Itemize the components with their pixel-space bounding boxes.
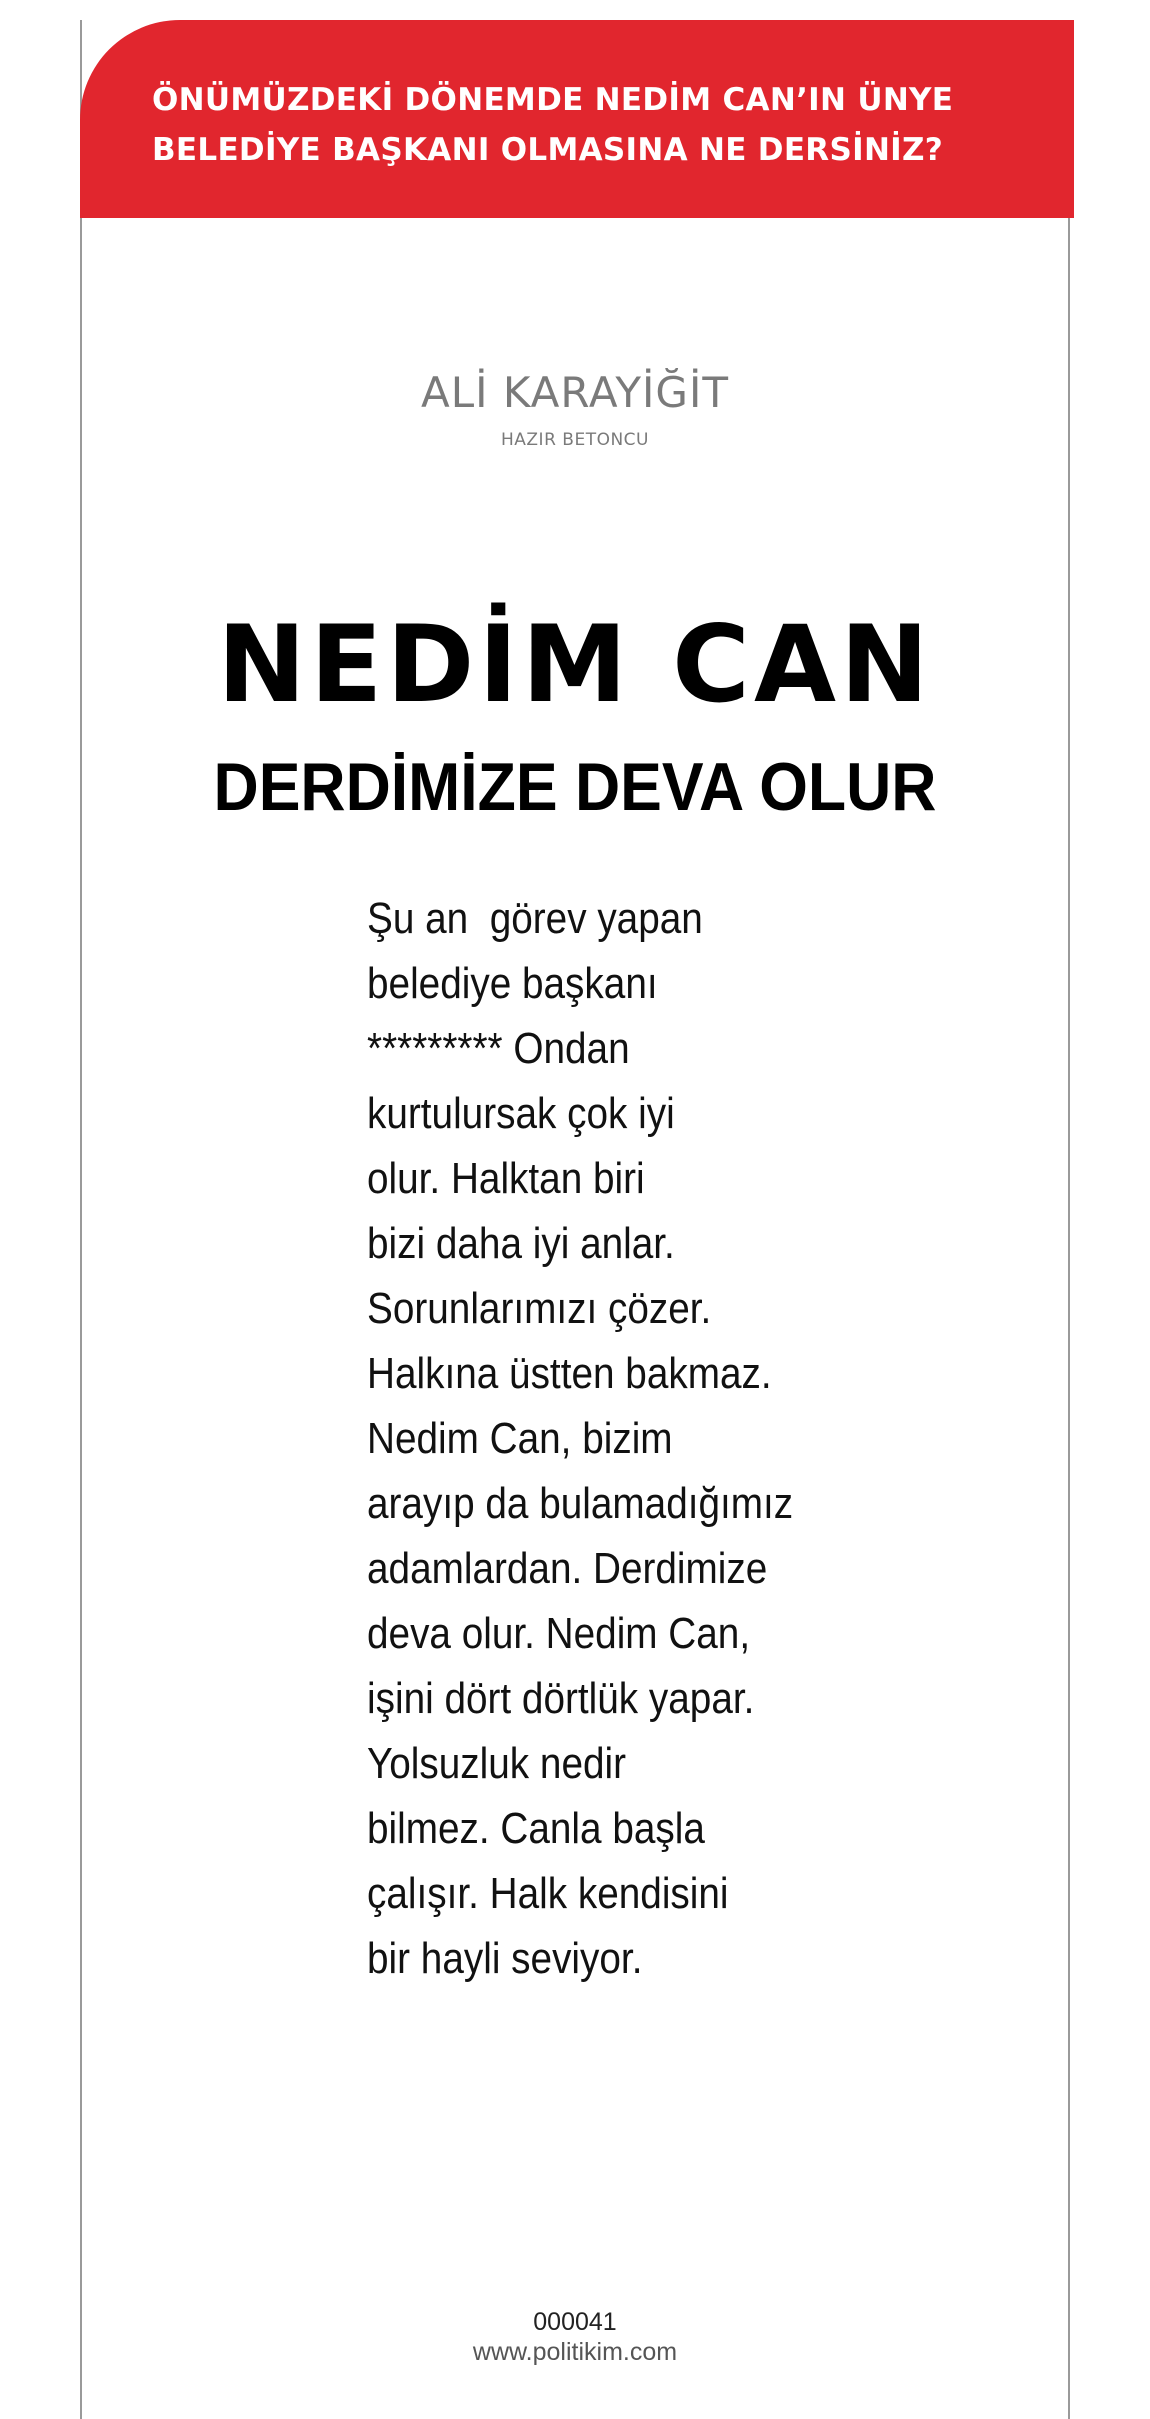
quote-line: deva olur. Nedim Can, (367, 1609, 751, 1658)
survey-question (152, 75, 1012, 175)
quote-body (367, 886, 837, 1991)
quote-line: Nedim Can, bizim (367, 1414, 673, 1463)
survey-question-line: BELEDİYE BAŞKANI OLMASINA NE DERSİNİZ? (152, 132, 944, 168)
site-url: www.politikim.com (472, 2338, 678, 2366)
quote-line: arayıp da bulamadığımız (367, 1479, 794, 1528)
quote-line: olur. Halktan biri (367, 1154, 645, 1203)
quote-line: bilmez. Canla başla (367, 1804, 705, 1853)
quote-line: bir hayli seviyor. (367, 1934, 643, 1983)
quote-line: Sorunlarımızı çözer. (367, 1284, 712, 1333)
quote-line: ********* Ondan (367, 1024, 630, 1073)
quote-line: Yolsuzluk nedir (367, 1739, 627, 1788)
quote-line: bizi daha iyi anlar. (367, 1219, 675, 1268)
quote-line: kurtulursak çok iyi (367, 1089, 675, 1138)
quote-line: belediye başkanı (367, 959, 658, 1008)
quote-line: Halkına üstten bakmaz. (367, 1349, 772, 1398)
quote-line: çalışır. Halk kendisini (367, 1869, 729, 1918)
author-name: ALİ KARAYİĞİT (421, 368, 729, 417)
quote-line: adamlardan. Derdimize (367, 1544, 768, 1593)
subheadline: DERDİMİZE DEVA OLUR (213, 749, 937, 825)
survey-question-line: ÖNÜMÜZDEKİ DÖNEMDE NEDİM CAN’IN ÜNYE (152, 82, 954, 118)
article-panel (80, 20, 1070, 2419)
quote-line: Şu an görev yapan (367, 894, 703, 943)
question-banner (80, 20, 1074, 218)
entry-code: 000041 (533, 2308, 617, 2336)
quote-line: işini dört dörtlük yapar. (367, 1674, 755, 1723)
author-occupation: HAZIR BETONCU (501, 430, 649, 450)
headline: NEDİM CAN (217, 603, 933, 726)
